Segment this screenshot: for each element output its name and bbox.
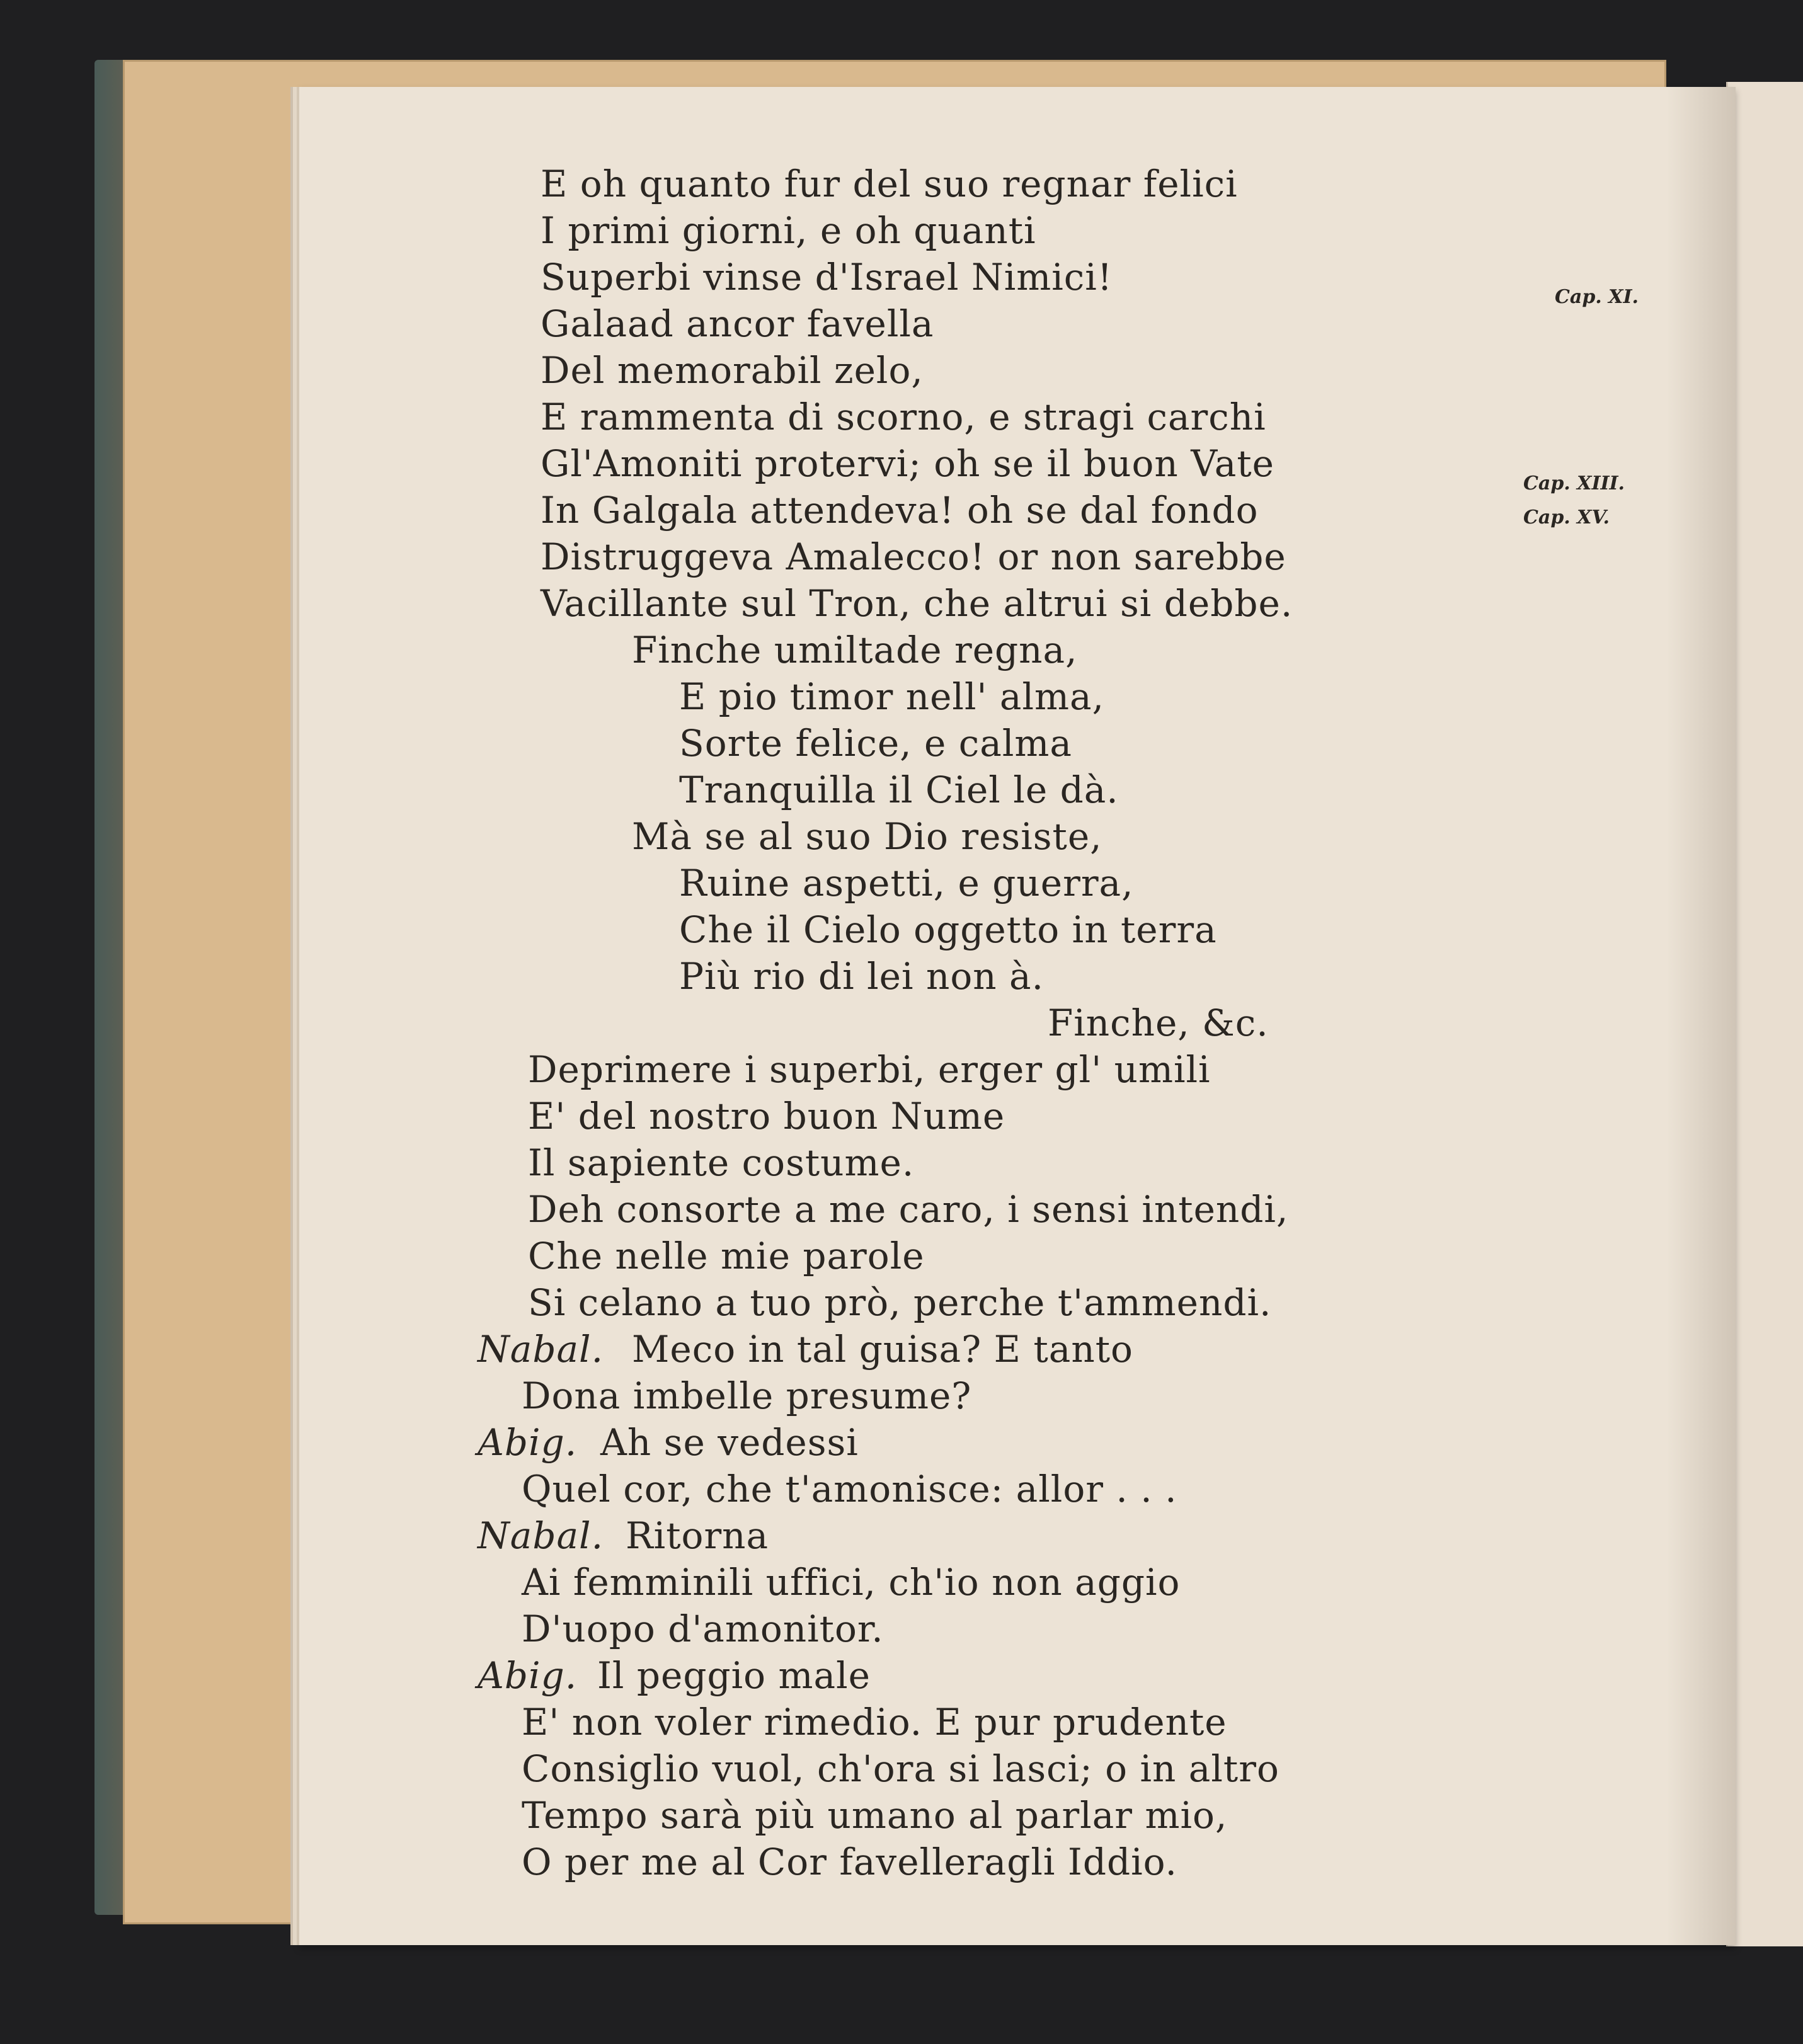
verse-line: Tempo sarà più umano al parlar mio, xyxy=(522,1794,1228,1837)
verse-line: Dona imbelle presume? xyxy=(522,1374,972,1417)
margin-note: Cap. XV. xyxy=(1523,506,1610,528)
aria-line: Mà se al suo Dio resiste, xyxy=(632,815,1102,858)
verse-line: In Galgala attendeva! oh se dal fondo xyxy=(541,489,1259,532)
verse-line: O per me al Cor favelleragli Iddio. xyxy=(522,1841,1177,1883)
speaker-label: Nabal. xyxy=(478,1328,604,1371)
verse-line: Ah se vedessi xyxy=(600,1421,859,1464)
verse-line: E' del nostro buon Nume xyxy=(528,1095,1005,1138)
speaker-label: Nabal. xyxy=(478,1514,604,1557)
aria-line: Tranquilla il Ciel le dà. xyxy=(679,768,1119,811)
verse-line: Il sapiente costume. xyxy=(528,1141,915,1184)
verse-line: Il peggio male xyxy=(597,1654,871,1697)
verse-line: Distruggeva Amalecco! or non sarebbe xyxy=(541,535,1286,578)
verse-line: Quel cor, che t'amonisce: allor . . . xyxy=(522,1468,1177,1510)
verse-line: Gl'Amoniti protervi; oh se il buon Vate xyxy=(541,442,1274,485)
verse-line: Deh consorte a me caro, i sensi intendi, xyxy=(528,1188,1289,1231)
margin-note: Cap. XI. xyxy=(1555,286,1639,308)
verse-line: Ai femminili uffici, ch'io non aggio xyxy=(522,1561,1181,1604)
verse-line: Meco in tal guisa? E tanto xyxy=(632,1328,1133,1371)
speaker-label: Abig. xyxy=(478,1421,578,1464)
margin-note: Cap. XIII. xyxy=(1523,472,1625,494)
verse-line: Consiglio vuol, ch'ora si lasci; o in altro xyxy=(522,1747,1279,1790)
book-page xyxy=(299,87,1736,1945)
verse-line: Deprimere i superbi, erger gl' umili xyxy=(528,1048,1211,1091)
verse-line: Galaad ancor favella xyxy=(541,302,934,345)
verse-line: Vacillante sul Tron, che altrui si debbe. xyxy=(541,582,1293,625)
verse-line: E rammenta di scorno, e stragi carchi xyxy=(541,396,1266,438)
verse-line: Del memorabil zelo, xyxy=(541,349,924,392)
da-capo-line: Finche, &c. xyxy=(1048,1002,1269,1044)
verse-line: Si celano a tuo prò, perche t'ammendi. xyxy=(528,1281,1272,1324)
verse-line: I primi giorni, e oh quanti xyxy=(541,209,1036,252)
aria-line: Che il Cielo oggetto in terra xyxy=(679,908,1217,951)
gutter-shadow xyxy=(1666,87,1736,1945)
aria-line: Finche umiltade regna, xyxy=(632,629,1078,671)
aria-line: Ruine aspetti, e guerra, xyxy=(679,862,1134,905)
facing-page-edge xyxy=(1726,82,1803,1946)
verse-line: E' non voler rimedio. E pur prudente xyxy=(522,1701,1227,1744)
verse-line: E oh quanto fur del suo regnar felici xyxy=(541,163,1238,205)
aria-line: Più rio di lei non à. xyxy=(679,955,1045,998)
verse-line: Ritorna xyxy=(626,1514,769,1557)
verse-line: Superbi vinse d'Israel Nimici! xyxy=(541,256,1113,299)
aria-line: E pio timor nell' alma, xyxy=(679,675,1105,718)
speaker-label: Abig. xyxy=(478,1654,578,1697)
verse-line: D'uopo d'amonitor. xyxy=(522,1607,884,1650)
aria-line: Sorte felice, e calma xyxy=(679,722,1072,765)
verse-line: Che nelle mie parole xyxy=(528,1235,925,1277)
